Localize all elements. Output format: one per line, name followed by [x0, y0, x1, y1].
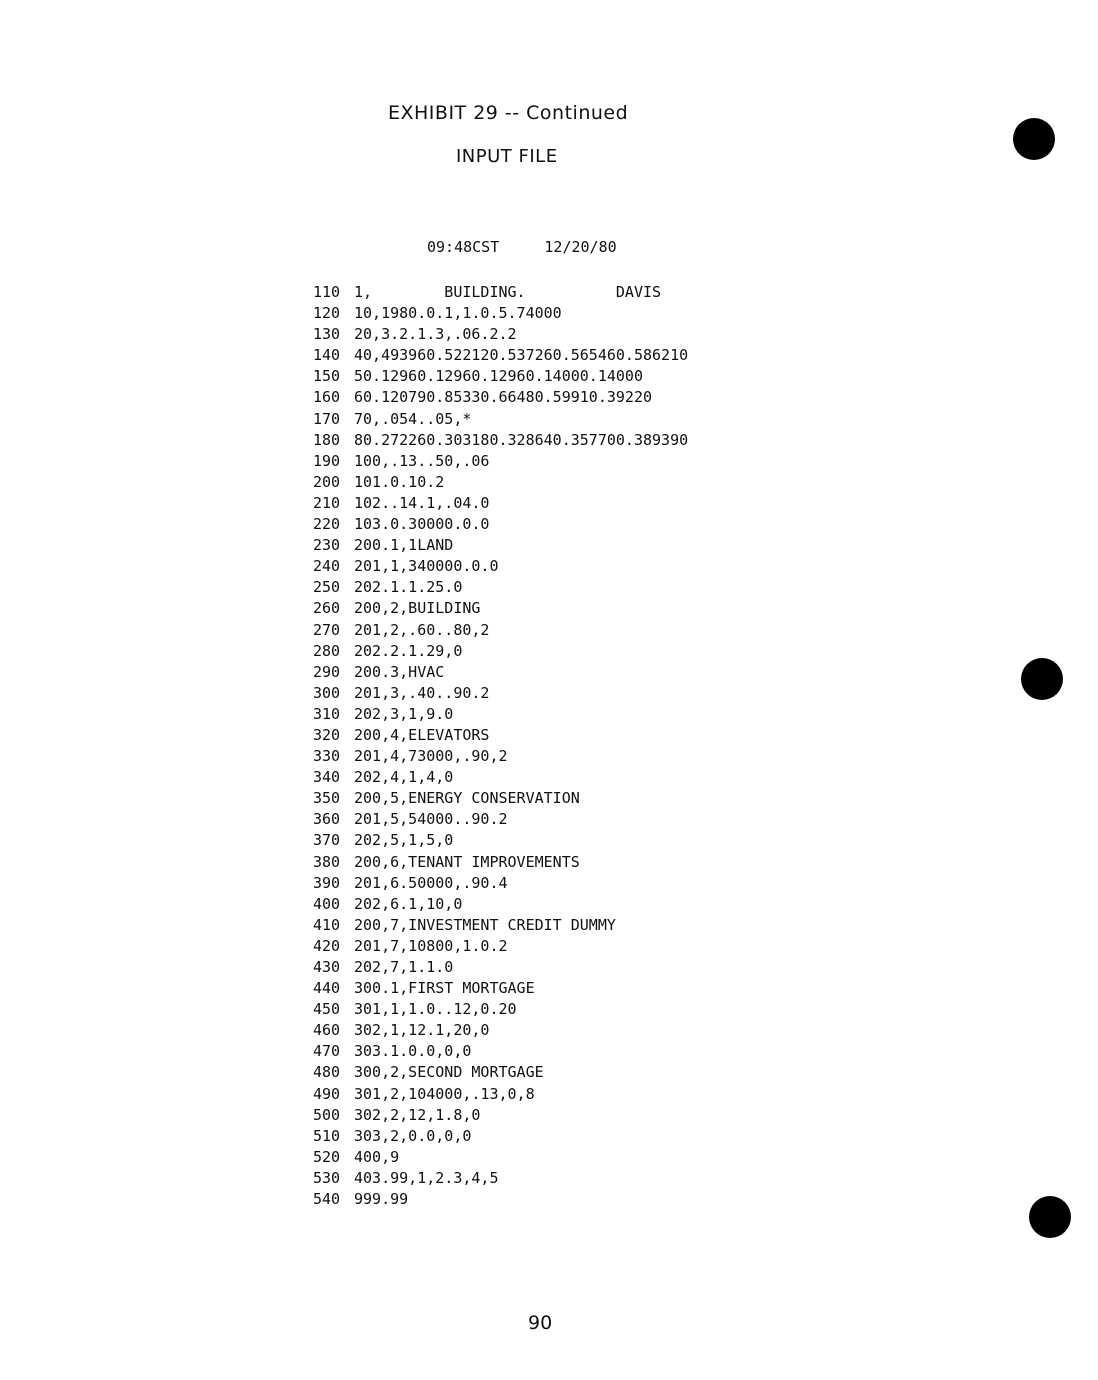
- listing-line: [313, 746, 688, 767]
- line-number: 130: [313, 325, 341, 344]
- line-number: 380: [313, 852, 341, 871]
- line-number: 310: [313, 704, 341, 723]
- line-number: 500: [313, 1105, 341, 1124]
- listing-line: [313, 725, 688, 746]
- line-number: 200: [313, 472, 341, 491]
- line-content: 103.0.30000.0.0: [354, 515, 490, 534]
- line-content: 202.2.1.29,0: [354, 641, 463, 660]
- listing-line: [313, 387, 688, 408]
- listing-line: [313, 1168, 688, 1189]
- line-number: 290: [313, 662, 341, 681]
- line-content: 1, BUILDING. DAVIS: [354, 283, 662, 301]
- listing-line: [313, 282, 688, 303]
- line-content: 200,5,ENERGY CONSERVATION: [354, 789, 580, 808]
- line-number: 440: [313, 979, 341, 998]
- line-content: 302,1,12.1,20,0: [354, 1021, 490, 1040]
- line-number: 340: [313, 768, 341, 787]
- line-content: 70,.054..05,*: [354, 409, 472, 428]
- listing-line: [313, 767, 688, 788]
- listing-line: [313, 556, 688, 577]
- line-content: 202,5,1,5,0: [354, 831, 454, 850]
- line-number: 350: [313, 789, 341, 808]
- line-content: 202,3,1,9.0: [354, 704, 454, 723]
- line-content: 80.272260.303180.328640.357700.389390: [354, 430, 689, 449]
- listing-line: [313, 493, 688, 514]
- listing-line: [313, 451, 688, 472]
- line-number: 470: [313, 1042, 341, 1061]
- listing-line: [313, 936, 688, 957]
- line-content: 200,4,ELEVATORS: [354, 725, 490, 744]
- listing-line: [313, 788, 688, 809]
- line-number: 360: [313, 810, 341, 829]
- listing-line: [313, 957, 688, 978]
- listing-line: [313, 1041, 688, 1062]
- line-content: 303,2,0.0,0,0: [354, 1126, 472, 1145]
- line-number: 490: [313, 1084, 341, 1103]
- listing-line: [313, 1189, 688, 1210]
- line-content: 303.1.0.0,0,0: [354, 1042, 472, 1061]
- line-content: 300,2,SECOND MORTGAGE: [354, 1063, 544, 1082]
- line-content: 201,1,340000.0.0: [354, 557, 499, 576]
- listing-line: [313, 409, 688, 430]
- exhibit-title: EXHIBIT 29 -- Continued: [388, 102, 629, 124]
- listing-line: [313, 704, 688, 725]
- binder-hole-middle: [1021, 658, 1063, 700]
- binder-hole-bottom: [1029, 1196, 1071, 1238]
- line-number: 280: [313, 641, 341, 660]
- listing-line: [313, 641, 688, 662]
- line-content: 101.0.10.2: [354, 472, 445, 491]
- line-content: 200,7,INVESTMENT CREDIT DUMMY: [354, 915, 616, 934]
- listing-line: [313, 1084, 688, 1105]
- input-file-heading: INPUT FILE: [456, 146, 558, 167]
- line-content: 999.99: [354, 1190, 409, 1209]
- line-content: 400,9: [354, 1147, 400, 1166]
- line-content: 200,2,BUILDING: [354, 599, 481, 618]
- line-number: 450: [313, 1000, 341, 1019]
- listing-line: [313, 324, 688, 345]
- line-number: 220: [313, 515, 341, 534]
- line-content: 202,6.1,10,0: [354, 894, 463, 913]
- listing-line: [313, 535, 688, 556]
- line-number: 230: [313, 536, 341, 555]
- line-content: 201,4,73000,.90,2: [354, 747, 508, 766]
- line-number: 420: [313, 936, 341, 955]
- line-number: 520: [313, 1147, 341, 1166]
- line-content: 50.12960.12960.12960.14000.14000: [354, 367, 643, 386]
- line-content: 201,7,10800,1.0.2: [354, 936, 508, 955]
- listing-line: [313, 1147, 688, 1168]
- line-number: 460: [313, 1021, 341, 1040]
- line-number: 300: [313, 683, 341, 702]
- line-number: 510: [313, 1126, 341, 1145]
- run-timestamp: 09:48CST 12/20/80: [427, 238, 617, 256]
- line-content: 201,3,.40..90.2: [354, 683, 490, 702]
- listing-line: [313, 683, 688, 704]
- line-content: 200,6,TENANT IMPROVEMENTS: [354, 852, 580, 871]
- line-content: 301,1,1.0..12,0.20: [354, 1000, 517, 1019]
- line-number: 240: [313, 557, 341, 576]
- line-content: 201,5,54000..90.2: [354, 810, 508, 829]
- line-number: 530: [313, 1168, 341, 1187]
- line-number: 260: [313, 599, 341, 618]
- listing-line: [313, 1105, 688, 1126]
- line-number: 400: [313, 894, 341, 913]
- line-content: 202,7,1.1.0: [354, 958, 454, 976]
- line-content: 40,493960.522120.537260.565460.586210: [354, 346, 689, 365]
- line-number: 210: [313, 493, 341, 512]
- line-number: 330: [313, 747, 341, 766]
- listing-line: [313, 345, 688, 366]
- line-number: 390: [313, 873, 341, 892]
- line-number: 170: [313, 409, 341, 428]
- listing-line: [313, 303, 688, 324]
- line-content: 102..14.1,.04.0: [354, 493, 490, 512]
- listing-line: [313, 662, 688, 683]
- line-number: 150: [313, 367, 341, 386]
- listing-line: [313, 915, 688, 936]
- listing-line: [313, 999, 688, 1020]
- line-number: 120: [313, 304, 341, 323]
- line-content: 201,2,.60..80,2: [354, 620, 490, 639]
- listing-line: [313, 852, 688, 873]
- line-content: 403.99,1,2.3,4,5: [354, 1168, 499, 1187]
- line-number: 140: [313, 346, 341, 365]
- line-content: 300.1,FIRST MORTGAGE: [354, 979, 535, 998]
- input-file-listing: [313, 282, 688, 1210]
- listing-line: [313, 620, 688, 641]
- listing-line: [313, 830, 688, 851]
- page-number: 90: [528, 1312, 553, 1334]
- listing-line: [313, 809, 688, 830]
- line-content: 200.1,1LAND: [354, 536, 454, 555]
- line-content: 302,2,12,1.8,0: [354, 1105, 481, 1124]
- line-content: 200.3,HVAC: [354, 662, 445, 681]
- line-number: 190: [313, 451, 341, 470]
- listing-line: [313, 598, 688, 619]
- line-content: 301,2,104000,.13,0,8: [354, 1084, 535, 1103]
- listing-line: [313, 1020, 688, 1041]
- line-content: 201,6.50000,.90.4: [354, 873, 508, 892]
- line-number: 250: [313, 578, 341, 597]
- line-number: 270: [313, 620, 341, 639]
- line-number: 180: [313, 430, 341, 449]
- listing-line: [313, 472, 688, 493]
- line-number: 320: [313, 725, 341, 744]
- listing-line: [313, 978, 688, 999]
- line-content: 60.120790.85330.66480.59910.39220: [354, 388, 653, 407]
- listing-line: [313, 1126, 688, 1147]
- listing-line: [313, 1062, 688, 1083]
- listing-line: [313, 577, 688, 598]
- line-number: 480: [313, 1063, 341, 1082]
- line-content: 100,.13..50,.06: [354, 451, 490, 470]
- line-content: 10,1980.0.1,1.0.5.74000: [354, 304, 562, 323]
- line-content: 202.1.1.25.0: [354, 578, 463, 597]
- listing-line: [313, 430, 688, 451]
- line-number: 370: [313, 831, 341, 850]
- line-content: 20,3.2.1.3,.06.2.2: [354, 325, 517, 344]
- line-number: 110: [313, 283, 341, 301]
- line-content: 202,4,1,4,0: [354, 768, 454, 787]
- line-number: 410: [313, 915, 341, 934]
- binder-hole-top: [1013, 118, 1055, 160]
- line-number: 540: [313, 1190, 341, 1209]
- listing-line: [313, 366, 688, 387]
- listing-line: [313, 894, 688, 915]
- line-number: 430: [313, 958, 341, 976]
- listing-line: [313, 514, 688, 535]
- listing-line: [313, 873, 688, 894]
- line-number: 160: [313, 388, 341, 407]
